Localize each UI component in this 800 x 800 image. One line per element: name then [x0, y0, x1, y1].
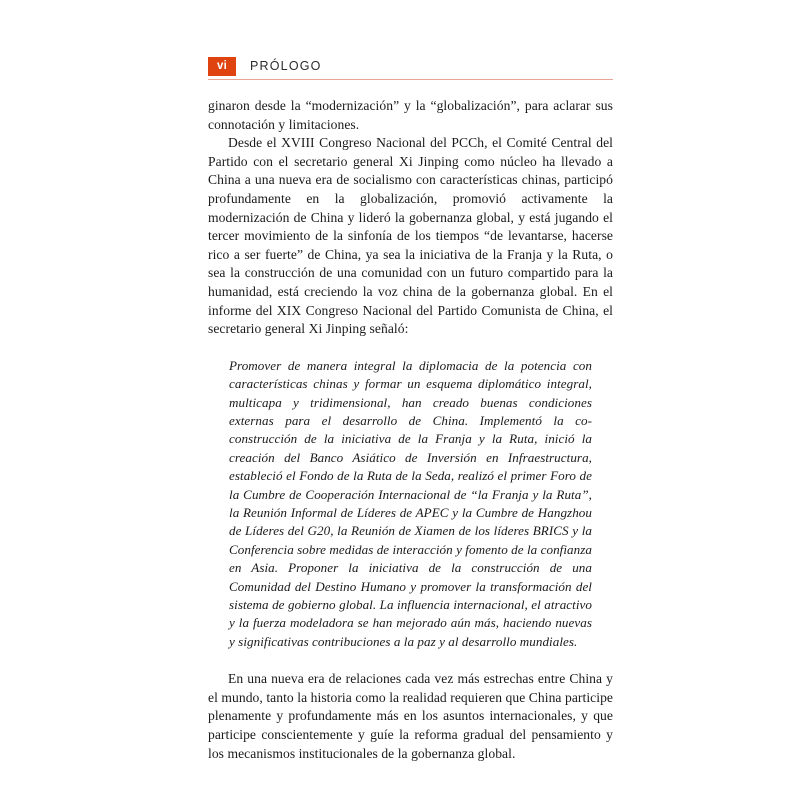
paragraph-congress: Desde el XVIII Congreso Nacional del PCCh, el Comité Central del Partido con el secretario general Xi Jinping como núcleo ha llevado a China a una nueva era de socialismo con características chinas, participó profundamente en la globalización, promovió activamente la modernización de China y lideró la gobernanza global, y está jugando el tercer movimiento de la sinfonía de los tiempos “de levantarse, hacerse rico a ser fuerte” de China, ya sea la iniciativa de la Franja y la Ruta, o sea la construcción de una comunidad con un futuro compartido para la humanidad, está creciendo la voz china de la gobernanza global. En el informe del XIX Congreso Nacional del Partido Comunista de China, el secretario general Xi Jinping señaló: — [208, 135, 613, 337]
block-quote-text: Promover de manera integral la diplomacia de la potencia con características chinas y formar un esquema diplomático integral, multicapa y tridimensional, han creado buenas condiciones externas para el desarrollo de China. Implementó la co-construcción de la iniciativa de la Franja y la Ruta, inició la creación del Banco Asiático de Inversión en Infraestructura, estableció el Fondo de la Ruta de la Seda, realizó el primer Foro de la Cumbre de Cooperación Internacional de “la Franja y la Ruta”, la Reunión Informal de Líderes de APEC y la Cumbre de Hangzhou de Líderes del G20, la Reunión de Xiamen de los líderes BRICS y la Conferencia sobre medidas de interacción y fomento de la confianza en Asia. Proponer la iniciativa de la construcción de una Comunidad del Destino Humano y promover la transformación del sistema de gobierno global. La influencia internacional, el atractivo y la fuerza modeladora se han mejorado aún más, haciendo nuevas y significativas contribuciones a la paz y al desarrollo mundiales. — [229, 357, 592, 649]
running-header — [208, 56, 613, 76]
closing-paragraph-wrapper — [208, 670, 613, 763]
header-divider-rule — [208, 79, 613, 80]
block-quote — [208, 357, 613, 652]
running-header-title: PRÓLOGO — [250, 59, 322, 73]
page-folio-badge: vi — [208, 57, 236, 76]
paragraph-continuation: ginaron desde la “modernización” y la “globalización”, para aclarar sus connotación y limitaciones. — [208, 98, 613, 132]
body-text — [208, 97, 613, 763]
paragraph-closing: En una nueva era de relaciones cada vez más estrechas entre China y el mundo, tanto la historia como la realidad requieren que China participe plenamente y profundamente más en los asuntos internacionales, y que participe conscientemente y guíe la reforma gradual del pensamiento y los mecanismos institucionales de la gobernanza global. — [208, 671, 613, 761]
page-content — [208, 56, 613, 763]
